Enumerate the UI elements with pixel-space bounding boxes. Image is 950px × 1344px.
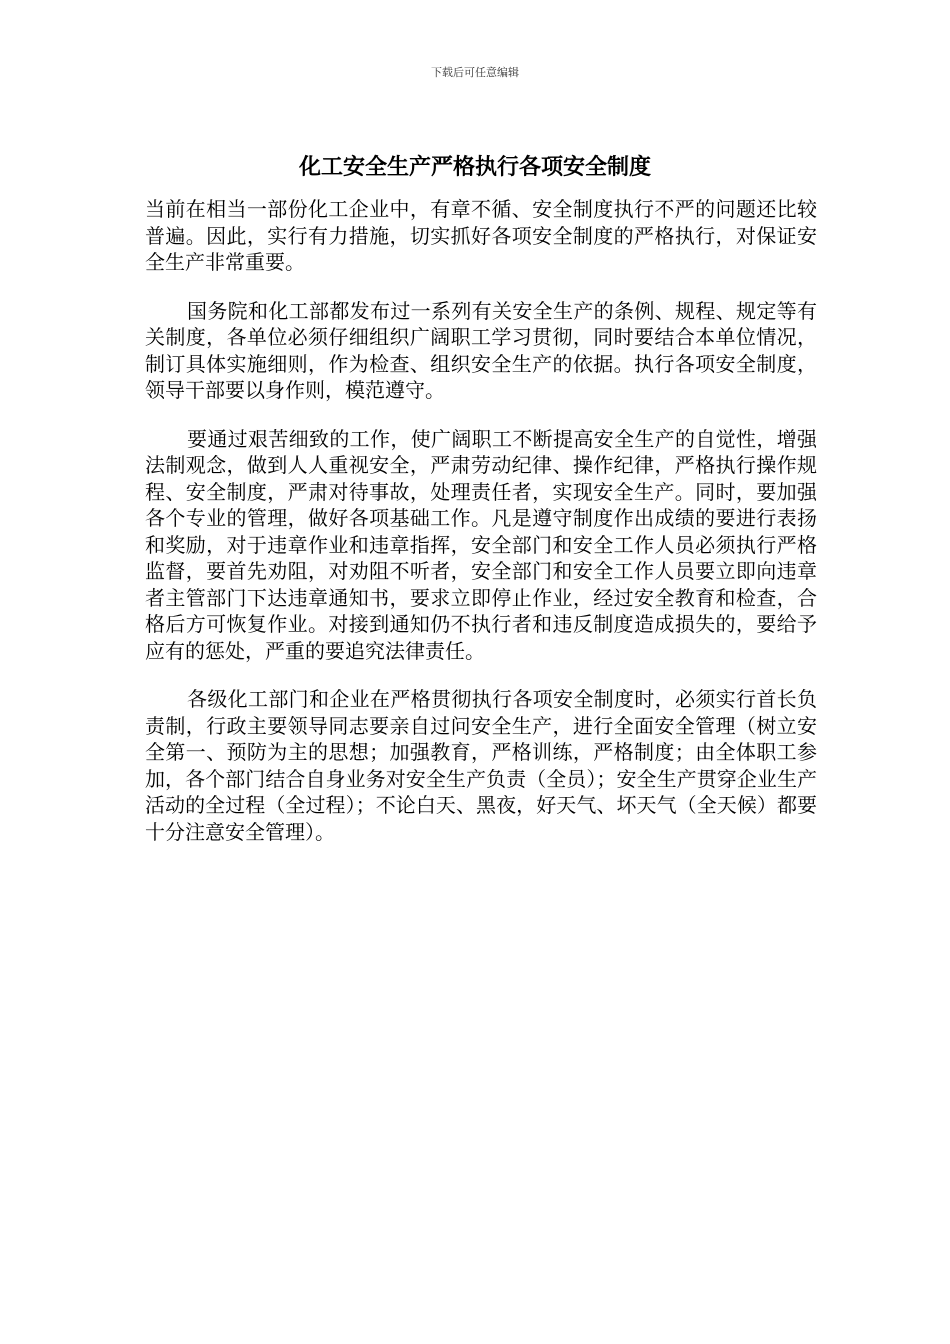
paragraph-regulations: 国务院和化工部都发布过一系列有关安全生产的条例、规程、规定等有关制度，各单位必须仔细组织广阔职工学习贯彻，同时要结合本单位情况，制订具体实施细则，作为检查、组织安全生产的依据。执行各项安全制度，领导干部要以身作则，模范遵守。 <box>145 298 817 402</box>
paragraph-responsibility: 各级化工部门和企业在严格贯彻执行各项安全制度时，必须实行首长负责制，行政主要领导同志要亲自过问安全生产，进行全面安全管理（树立安全第一、预防为主的思想；加强教育，严格训练，严格制度；由全体职工参加，各个部门结合自身业务对安全生产负责（全员）；安全生产贯穿企业生产活动的全过程（全过程）；不论白天、黑夜，好天气、坏天气（全天候）都要十分注意安全管理）。 <box>145 687 817 844</box>
paragraph-intro: 当前在相当一部份化工企业中，有章不循、安全制度执行不严的问题还比较普遍。因此，实行有力措施，切实抓好各项安全制度的严格执行，对保证安全生产非常重要。 <box>145 197 817 274</box>
header-note: 下载后可任意编辑 <box>431 66 519 79</box>
document-body <box>145 196 817 867</box>
document-title: 化工安全生产严格执行各项安全制度 <box>298 155 651 180</box>
paragraph-enforcement: 要通过艰苦细致的工作，使广阔职工不断提高安全生产的自觉性，增强法制观念，做到人人重视安全，严肃劳动纪律、操作纪律，严格执行操作规程、安全制度，严肃对待事故，处理责任者，实现安全生产。同时，要加强各个专业的管理，做好各项基础工作。凡是遵守制度作出成绩的要进行表扬和奖励，对于违章作业和违章指挥，安全部门和安全工作人员必须执行严格监督，要首先劝阻，对劝阻不听者，安全部门和安全工作人员要立即向违章者主管部门下达违章通知书，要求立即停止作业，经过安全教育和检查，合格后方可恢复作业。对接到通知仍不执行者和违反制度造成损失的，要给予应有的惩处，严重的要追究法律责任。 <box>145 426 817 663</box>
